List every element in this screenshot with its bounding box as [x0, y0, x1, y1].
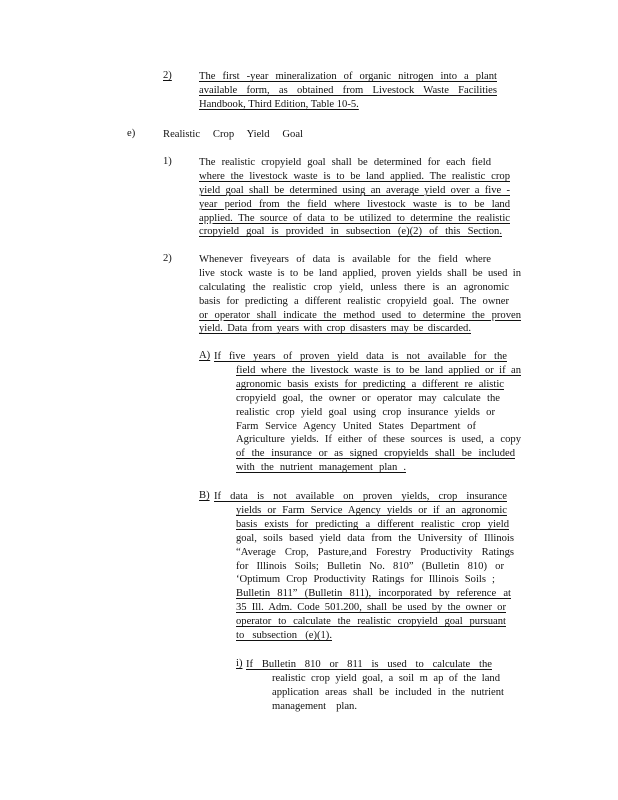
- subitem-i-first-line: [246, 658, 496, 672]
- heading-line: Realistic Crop Yield Goal: [163, 129, 303, 140]
- text-line: realistic crop yield goal using crop insurance yields or: [236, 406, 495, 418]
- text-line: ‘Optimum Crop Productivity Ratings for Illinois Soils ;: [236, 574, 495, 586]
- text-line: basis exists for predicting a different realistic crop yield: [236, 518, 509, 530]
- text-line: goal, soils based yield data from the University of Illinois: [236, 532, 514, 544]
- text-line: yields or Farm Service Agency yields or if an agronomic: [236, 505, 507, 516]
- text-line: year period from the field where livestock waste is to be land: [199, 198, 510, 210]
- text-line: [199, 98, 497, 112]
- section-letter: e): [127, 128, 136, 139]
- text-span: to subsection (e)(1).: [236, 630, 332, 642]
- text-line: [236, 629, 514, 643]
- text-line: 35 Ill. Adm. Code 501.200, shall be used by the owner or: [236, 602, 506, 614]
- text-line: calculating the realistic crop yield, unless there is an agronomic: [199, 281, 509, 293]
- item-2-mineralization-text: [199, 70, 497, 112]
- text-line: basis for predicting a different realistic cropyield goal. The owner: [199, 295, 509, 307]
- text-line: yield goal shall be determined using an average yield over a five -: [199, 184, 510, 196]
- text-span: Handbook, Third Edition, Table 10-5.: [199, 98, 359, 110]
- text-span: yield. Data from years with crop disasters may be discarded.: [199, 323, 471, 335]
- section-heading: [163, 128, 303, 142]
- text-line: If data is not available on proven yields, crop insurance: [214, 491, 507, 502]
- text-line: agronomic basis exists for predicting a different re alistic: [236, 378, 504, 390]
- text-line: live stock waste is to be land applied, proven yields shall be used in: [199, 267, 521, 279]
- subitem-a-first-line: [214, 350, 514, 364]
- text-line: operator to calculate the realistic cropyield goal pursuant: [236, 616, 506, 628]
- text-line: The realistic cropyield goal shall be determined for each field: [199, 157, 491, 168]
- text-line: Whenever fiveyears of data is available for the field where: [199, 254, 491, 265]
- text-line: [236, 461, 521, 475]
- text-line: for Illinois Soils; Bulletin No. 810” (Bulletin 810) or: [236, 560, 504, 572]
- text-line: cropyield goal, the owner or operator may calculate the: [236, 392, 500, 404]
- text-line: “Average Crop, Pasture,and Forestry Productivity Ratings: [236, 546, 514, 558]
- text-line: of the insurance or as signed cropyields shall be included: [236, 448, 515, 460]
- text-line: available form, as obtained from Livestock Waste Facilities: [199, 84, 497, 96]
- text-line: If Bulletin 810 or 811 is used to calculate the: [246, 659, 492, 670]
- item-number: 1): [163, 156, 172, 167]
- text-line: The first -year mineralization of organic nitrogen into a plant: [199, 71, 497, 82]
- text-line: management plan.: [272, 700, 357, 712]
- subitem-i-text: [272, 672, 504, 714]
- text-line: Farm Service Agency United States Department of: [236, 420, 476, 432]
- subitem-label: B): [199, 490, 210, 501]
- text-line: realistic crop yield goal, a soil m ap of the land: [272, 673, 500, 684]
- text-line: application areas shall be included in the nutrient: [272, 686, 504, 698]
- text-line: [199, 225, 510, 239]
- text-line: [199, 322, 521, 336]
- text-span: with the nutrient management plan .: [236, 462, 406, 474]
- subitem-a-text: [236, 364, 521, 475]
- item-number: 2): [163, 253, 172, 264]
- subitem-label: A): [199, 350, 211, 361]
- subitem-b-first-line: [214, 490, 514, 504]
- text-line: applied. The source of data to be utilized to determine the realistic: [199, 212, 510, 224]
- item-1-text: [199, 156, 510, 239]
- subitem-b-text: [236, 504, 514, 643]
- item-2-text: [199, 253, 521, 336]
- text-line: Agriculture yields. If either of these sources is used, a copy: [236, 434, 521, 446]
- text-line: field where the livestock waste is to be land applied or if an: [236, 365, 521, 376]
- text-line: or operator shall indicate the method used to determine the proven: [199, 309, 521, 321]
- text-line: where the livestock waste is to be land applied. The realistic crop: [199, 170, 510, 182]
- text-line: Bulletin 811” (Bulletin 811), incorporated by reference at: [236, 588, 511, 600]
- text-line: If five years of proven yield data is not available for the: [214, 351, 507, 362]
- item-number: 2): [163, 70, 172, 81]
- text-span: cropyield goal is provided in subsection (e)(2) of this Section.: [199, 226, 502, 238]
- subitem-label: i): [236, 658, 243, 669]
